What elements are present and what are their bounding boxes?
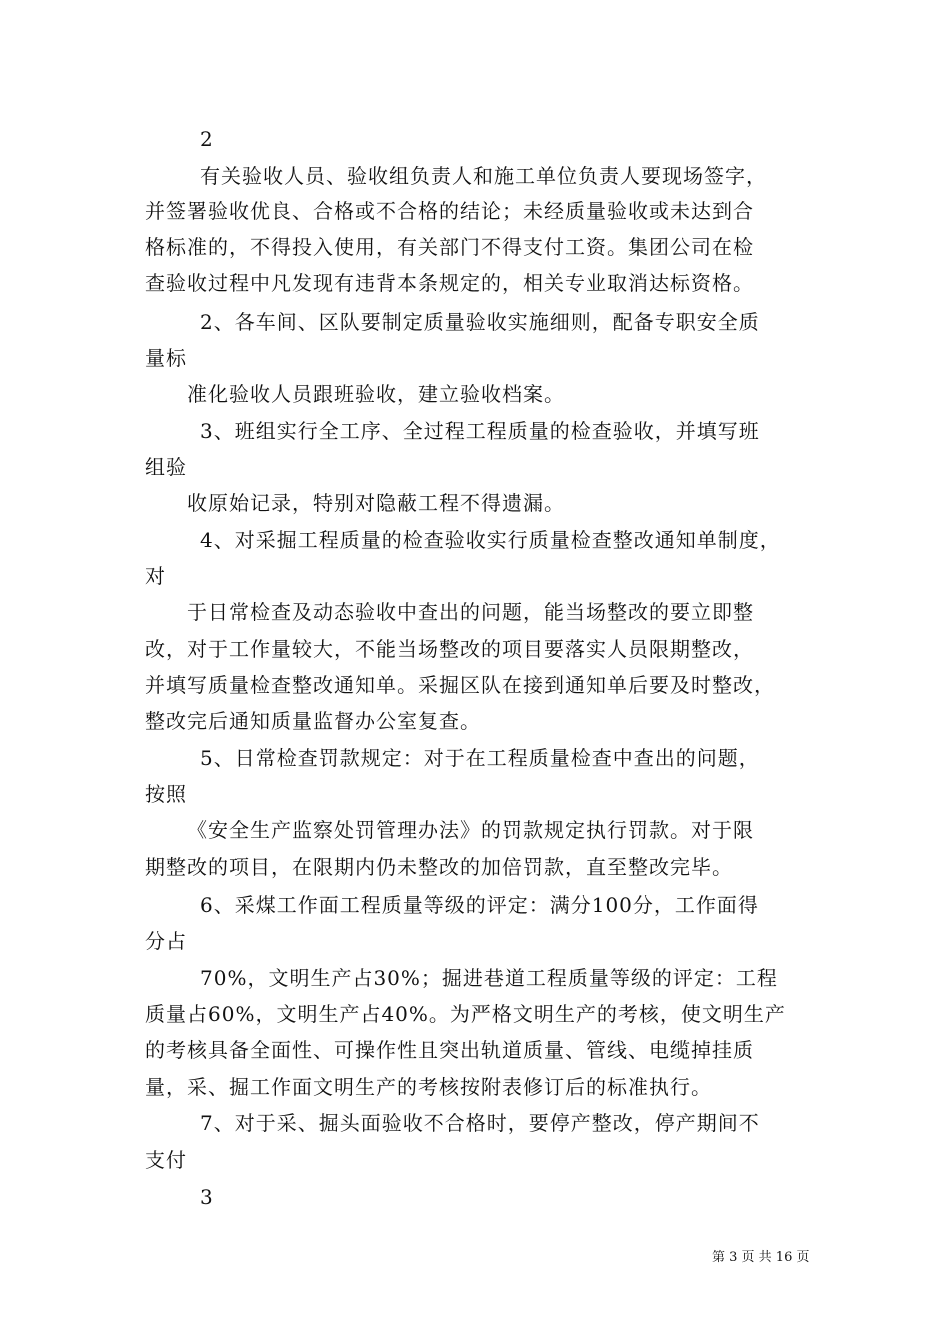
text-line: 6、采煤工作面工程质量等级的评定：满分100分，工作面得 [200, 893, 759, 917]
text-line: 支付 [145, 1148, 187, 1172]
text-line: 组验 [145, 455, 187, 479]
text-line: 4、对采掘工程质量的检查验收实行质量检查整改通知单制度， [200, 528, 781, 552]
text-line: 量，采、掘工作面文明生产的考核按附表修订后的标准执行。 [145, 1075, 712, 1099]
text-line: 并填写质量检查整改通知单。采掘区队在接到通知单后要及时整改， [145, 673, 775, 697]
page-number-top: 2 [200, 127, 214, 151]
text-line: 对 [145, 564, 166, 588]
text-line: 格标准的，不得投入使用，有关部门不得支付工资。集团公司在检 [145, 235, 754, 259]
text-line: 准化验收人员跟班验收，建立验收档案。 [187, 382, 565, 406]
text-line: 于日常检查及动态验收中查出的问题，能当场整改的要立即整 [187, 600, 754, 624]
text-line: 5、日常检查罚款规定：对于在工程质量检查中查出的问题， [200, 746, 760, 770]
text-line: 7、对于采、掘头面验收不合格时，要停产整改，停产期间不 [200, 1111, 760, 1135]
text-line: 查验收过程中凡发现有违背本条规定的，相关专业取消达标资格。 [145, 271, 754, 295]
text-line: 70%，文明生产占30%；掘进巷道工程质量等级的评定：工程 [200, 966, 778, 990]
text-line: 收原始记录，特别对隐蔽工程不得遗漏。 [187, 491, 565, 515]
text-line: 改，对于工作量较大，不能当场整改的项目要落实人员限期整改， [145, 637, 754, 661]
text-line: 期整改的项目，在限期内仍未整改的加倍罚款，直至整改完毕。 [145, 855, 733, 879]
text-line: 量标 [145, 346, 187, 370]
text-line: 3、班组实行全工序、全过程工程质量的检查验收，并填写班 [200, 419, 760, 443]
text-line: 有关验收人员、验收组负责人和施工单位负责人要现场签字， [200, 164, 767, 188]
text-line: 《安全生产监察处罚管理办法》的罚款规定执行罚款。对于限 [187, 818, 754, 842]
text-line: 按照 [145, 782, 187, 806]
text-line: 的考核具备全面性、可操作性且突出轨道质量、管线、电缆掉挂质 [145, 1038, 754, 1062]
text-line: 并签署验收优良、合格或不合格的结论；未经质量验收或未达到合 [145, 199, 754, 223]
text-line: 分占 [145, 929, 187, 953]
text-line: 质量占60%，文明生产占40%。为严格文明生产的考核，使文明生产 [145, 1002, 786, 1026]
page-number-bottom: 3 [200, 1185, 214, 1209]
page-footer: 第 3 页 共 16 页 [712, 1250, 810, 1265]
text-line: 2、各车间、区队要制定质量验收实施细则，配备专职安全质 [200, 310, 760, 334]
text-line: 整改完后通知质量监督办公室复查。 [145, 709, 481, 733]
